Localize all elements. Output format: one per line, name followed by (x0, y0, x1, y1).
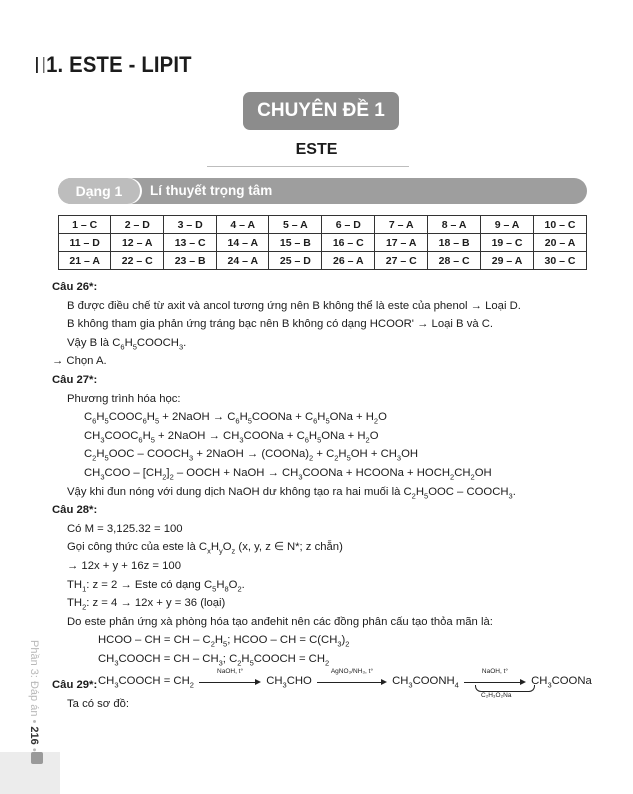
chuyen-de-badge: CHUYÊN ĐỀ 1 (243, 92, 399, 130)
answer-cell: 29 – A (481, 252, 534, 270)
question-heading: Câu 26*: (52, 281, 98, 293)
answer-cell: 22 – C (111, 252, 164, 270)
answer-cell: 11 – D (59, 234, 111, 252)
reaction-arrow-icon: AgNO₃/NH₃, t° (317, 671, 387, 691)
answer-cell: 19 – C (481, 234, 534, 252)
answer-cell: 16 – C (322, 234, 375, 252)
answer-cell: 20 – A (534, 234, 587, 252)
answer-cell: 9 – A (481, 216, 534, 234)
chapter-title: ESTE - LIPIT (69, 52, 192, 77)
answer-cell: 23 – B (164, 252, 217, 270)
solution-line: → 12x + y + 16z = 100 (67, 559, 181, 572)
solution-line: $TH_2$: z = 4 → 12x + y = 36 (loại) (67, 597, 226, 612)
answer-cell: 27 – C (375, 252, 428, 270)
question-heading: Câu 28*: (52, 504, 98, 517)
answer-cell: 15 – B (269, 234, 322, 252)
answer-cell: 4 – A (217, 216, 269, 234)
scheme-compound: $CH_3COONH_4$ (392, 675, 459, 690)
underbrace-icon (475, 685, 535, 692)
solution-line: Do este phản ứng xà phòng hóa tạo anđehit nên các đồng phân cấu tạo thỏa mãn là: (67, 615, 493, 628)
answer-cell: 24 – A (217, 252, 269, 270)
answer-cell: 28 – C (428, 252, 481, 270)
chapter-marker-icon (36, 57, 44, 73)
solution-line: Ta có sơ đồ: (67, 698, 130, 711)
answer-cell: 1 – C (59, 216, 111, 234)
question-heading: Câu 27*: (52, 373, 98, 386)
solution-line: $TH_1$: z = 2 → Este có dạng $C_5H_8O_2$. (67, 578, 245, 593)
chapter-heading (36, 52, 192, 78)
answer-cell: 7 – A (375, 216, 428, 234)
answer-cell: 12 – A (111, 234, 164, 252)
answer-cell: 18 – B (428, 234, 481, 252)
equation-line: $C_2H_5OOC$ – $COOCH_3$ + 2NaOH → $(COONa)_2 + C_2H_5OH + CH_3OH$ (84, 448, 419, 463)
solution-line: Phương trình hóa học: (67, 392, 181, 405)
section-label: Dạng 1 (58, 178, 140, 204)
answer-cell: 8 – A (428, 216, 481, 234)
answer-cell: 25 – D (269, 252, 322, 270)
answer-cell: 26 – A (322, 252, 375, 270)
section-title: Lí thuyết trọng tâm (150, 183, 273, 198)
solution-line: → Chọn A. (52, 355, 107, 368)
table-row (59, 252, 587, 270)
scheme-compound: $CH_3COOCH = CH_2$ (98, 675, 194, 690)
solution-line: B được điều chế từ axit và ancol tương ứng nên B không thể là este của phenol → Loại D. (67, 299, 521, 312)
equation-line: $CH_3COOC_6H_5$ + 2NaOH → $CH_3COONa + C_6H_5ONa + H_2O$ (84, 429, 379, 444)
scheme-compound: $CH_3CHO$ (266, 675, 312, 690)
sidebar-label: Phần 3: Đáp án • 216 • (28, 640, 40, 752)
solution-line: Gọi công thức của este là $C_xH_yO_z$ (x, y, z ∈ N*; z chẵn) (67, 541, 343, 556)
answer-cell: 2 – D (111, 216, 164, 234)
table-row (59, 216, 587, 234)
solution-line: B không tham gia phản ứng tráng bạc nên B không có dạng HCOOR' → Loại B và C. (67, 318, 494, 331)
answer-cell: 30 – C (534, 252, 587, 270)
solution-line: Vậy khi đun nóng với dung dịch NaOH dư không tạo ra hai muối là $C_2H_5OOC$ – $COOCH_3$. (67, 485, 516, 500)
equation-line: $C_6H_5COOC_6H_5$ + 2NaOH → $C_6H_5COONa + C_6H_5ONa + H_2O$ (84, 411, 387, 426)
answer-table (58, 215, 587, 270)
scheme-compound: $CH_3COONa$ (531, 675, 592, 690)
answer-cell: 5 – A (269, 216, 322, 234)
side-square-icon (31, 752, 43, 764)
answer-cell: 13 – C (164, 234, 217, 252)
equation-line: $CH_3COOCH$ = CH – $CH_3$; $C_2H_5COOCH = CH_2$ (98, 652, 330, 668)
solution-line: Có M = 3,125.32 = 100 (67, 522, 183, 535)
page-number: 216 (28, 726, 40, 745)
solution-line: Vậy B là $C_6H_5COOCH_3$. (67, 336, 187, 352)
reaction-arrow-icon: NaOH, t° (464, 671, 526, 691)
topic-title: ESTE (295, 141, 338, 158)
question-heading: Câu 29*: (52, 679, 98, 692)
side-tab (0, 752, 60, 794)
solutions-body (52, 278, 602, 714)
equation-line: HCOO – CH = CH – $C_2H_5$; HCOO – CH = $C(CH_3)_2$ (98, 634, 350, 649)
brace-label: C₂H₃O₂Na (481, 692, 512, 699)
answer-cell: 3 – D (164, 216, 217, 234)
answer-cell: 17 – A (375, 234, 428, 252)
answer-cell: 14 – A (217, 234, 269, 252)
answer-cell: 6 – D (322, 216, 375, 234)
answer-cell: 21 – A (59, 252, 111, 270)
chapter-number: 1. (46, 52, 64, 77)
title-divider (207, 166, 409, 167)
answer-cell: 10 – C (534, 216, 587, 234)
equation-line: $CH_3COO - [CH_2]_2$ – OOCH + NaOH → $CH_3COONa$ + HCOONa + $HOCH_2CH_2OH$ (84, 466, 492, 482)
reaction-arrow-icon: NaOH, t° (199, 671, 261, 691)
table-row (59, 234, 587, 252)
